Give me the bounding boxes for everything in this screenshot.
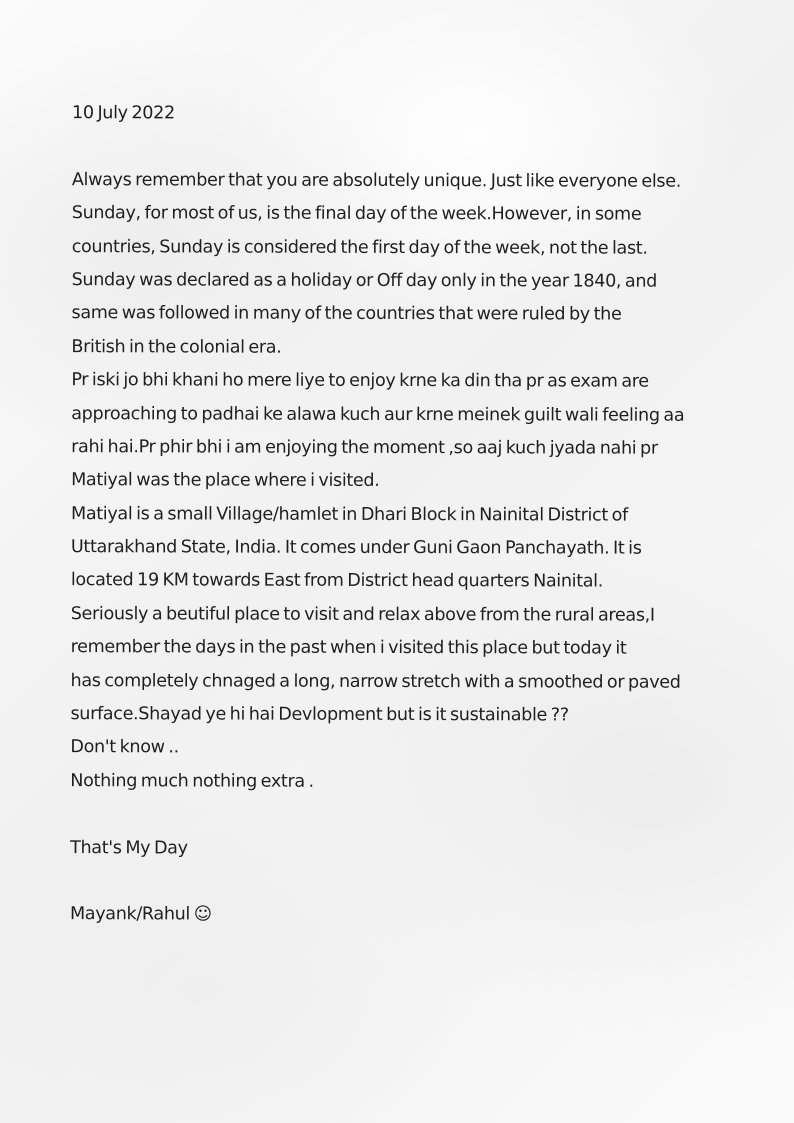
text-line: Sunday, for most of us, is the final day of the week.However, in some (71, 203, 642, 225)
text-line: Matiyal was the place where i visited. (71, 470, 380, 492)
paragraph-sunday (71, 164, 737, 366)
text-line: Nothing much nothing extra . (70, 770, 314, 792)
text-line: Matiyal is a small Village/hamlet in Dhari Block in Nainital District of (70, 503, 628, 526)
text-line: has completely chnaged a long, narrow stretch with a smoothed or paved (70, 670, 681, 693)
text-line: Seriously a beutiful place to visit and relax above from the rural areas,I (70, 603, 655, 626)
closing-line: That's My Day (70, 837, 188, 859)
blank-line (70, 798, 735, 833)
text-line: surface.Shayad ye hi hai Devlopment but is it sustainable ?? (70, 704, 569, 726)
text-line: remember the days in the past when i visited this place but today it (70, 637, 627, 659)
paragraph-matiyal (70, 498, 736, 733)
signature: Mayank/Rahul ☺ (69, 904, 212, 925)
handwritten-note (70, 97, 737, 934)
text-line: rahi hai.Pr phir bhi i am enjoying the moment ,so aaj kuch jyada nahi pr (71, 437, 658, 459)
text-line: approaching to padhai ke alawa kuch aur krne meinek guilt wali feeling aa (71, 403, 685, 426)
entry-date: 10 July 2022 (72, 103, 175, 124)
text-line: located 19 KM towards East from District head quarters Nainital. (70, 570, 603, 592)
blank-line (72, 131, 737, 166)
text-line: Don't know .. (70, 737, 179, 758)
paragraph-dont-know (70, 732, 735, 767)
text-line: Pr iski jo bhi khani ho mere liye to enjoy krne ka din tha pr as exam are (71, 370, 649, 392)
text-line: British in the colonial era. (71, 336, 282, 358)
text-line: Uttarakhand State, India. It comes under Guni Gaon Panchayath. It is (70, 537, 642, 559)
text-line: Always remember that you are absolutely unique. Just like everyone else. (71, 169, 681, 192)
blank-line (70, 865, 735, 900)
text-line: same was followed in many of the countries that were ruled by the (71, 303, 622, 325)
paragraph-exam (71, 364, 736, 499)
text-line: Sunday was declared as a holiday or Off day only in the year 1840, and (71, 270, 657, 292)
text-line: countries, Sunday is considered the first day of the week, not the last. (71, 236, 648, 259)
paragraph-nothing-much (70, 765, 735, 800)
